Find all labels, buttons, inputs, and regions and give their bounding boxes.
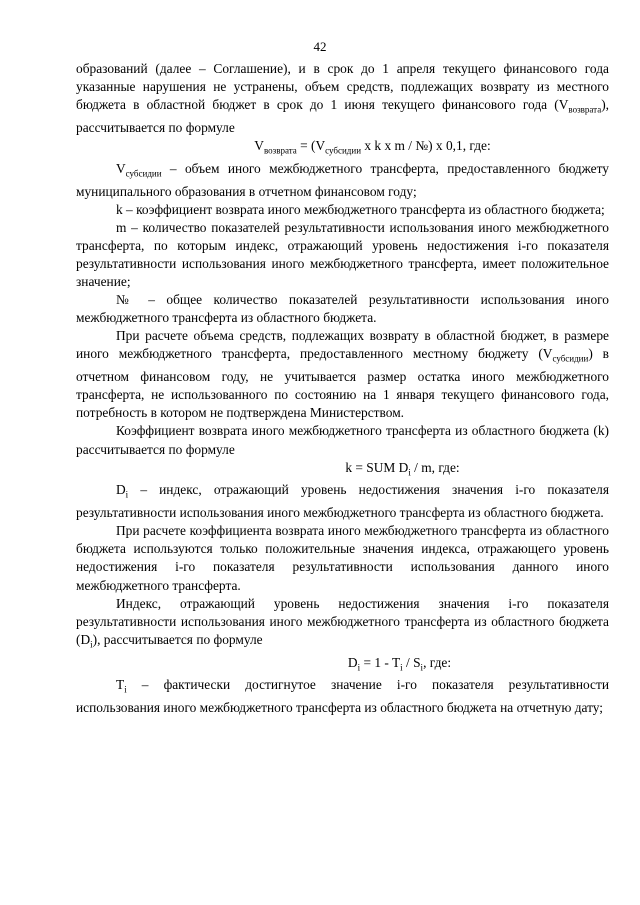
formula-index: $D_i = 1 - T_i / S_i$, где: bbox=[347, 654, 452, 673]
document-body bbox=[76, 60, 609, 717]
paragraph-coefficient-intro: Коэффициент возврата иного межбюджетного трансферта из областного бюджета (k) рассчитывается по формуле bbox=[76, 423, 609, 457]
definition-number: № – общее количество показателей результативности использования иного межбюджетного трансферта из областного бюджета. bbox=[76, 292, 609, 326]
formula-return-volume: $V_{возврата} = (V_{субсидии}$ x k x m / №) x 0,1, где: bbox=[254, 138, 491, 156]
definition-v-subsidy: $V_{субсидии}$ – объем иного межбюджетного трансферта, предоставленного бюджету муниципального образования в отчетном финансовом году; bbox=[76, 160, 609, 199]
definition-t: $T_i$ – фактически достигнутое значение i-го показателя результативности использования иного межбюджетного трансферта из областного бюджета на отчетную дату; bbox=[76, 677, 609, 716]
page-number: 42 bbox=[313, 39, 327, 54]
paragraph-calculation-note: При расчете объема средств, подлежащих возврату в областной бюджет, в размере иного межбюджетного трансферта, предоставленного местному бюджету $(V_{субсидии})$ в отчетном финансовом году, не учитывается размер остатка иного межбюджетного трансферта, не использованного по состоянию на 1 января текущего финансового года, потребность в котором не подтверждена Министерством. bbox=[76, 328, 609, 421]
formula-coefficient: k = SUM $D_i$ / m, где: bbox=[345, 459, 460, 478]
definition-m: m – количество показателей результативности использования иного межбюджетного трансферта, по которым индекс, отражающий уровень недостижения i-го показателя результативности использования иного межбюджетного трансферта, имеет положительное значение; bbox=[76, 219, 609, 290]
paragraph-positive-values: При расчете коэффициента возврата иного межбюджетного трансферта из областного бюджета используются только положительные значения индекса, отражающего уровень недостижения i-го показателя результативности использования данного иного межбюджетного трансферта. bbox=[76, 523, 609, 593]
definition-k: k – коэффициент возврата иного межбюджетного трансферта из областного бюджета; bbox=[116, 201, 605, 217]
paragraph-index-intro: Индекс, отражающий уровень недостижения значения i-го показателя результативности использования иного межбюджетного трансферта из областного бюджета $(D_i)$, рассчитывается по формуле bbox=[76, 595, 609, 650]
paragraph-agreement: образований (далее – Соглашение), и в срок до 1 апреля текущего финансового года указанные нарушения не устранены, объем средств, подлежащих возврату из местного бюджета в областной бюджет в срок до 1 июня текущего финансового года $(V_{возврата})$, рассчитывается по формуле bbox=[76, 61, 609, 135]
definition-d: $D_i$ – индекс, отражающий уровень недостижения значения i-го показателя результативности использования иного межбюджетного трансферта из областного бюджета. bbox=[76, 482, 609, 521]
